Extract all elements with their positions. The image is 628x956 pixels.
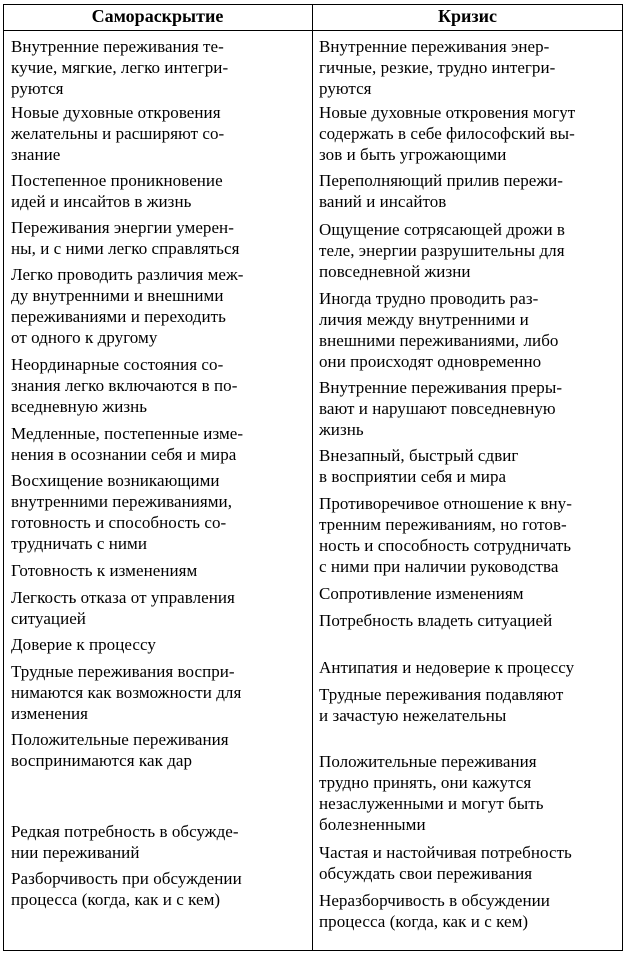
- left-cell-3: Постепенное проникновение идей и инсайтов в жизнь: [11, 171, 223, 211]
- right-cell-14: Частая и настойчивая потребность обсуждать свои переживания: [319, 843, 572, 883]
- right-cell-13: Положительные переживания трудно принять, они кажутся незаслуженными и могут быть болезненными: [319, 752, 544, 834]
- header-crisis: Кризис: [437, 6, 498, 26]
- table-bottom-border: [3, 950, 623, 951]
- left-cell-11: Доверие к процессу: [11, 635, 156, 654]
- left-cell-6: Неординарные состояния со- знания легко включаются в по- вседневную жизнь: [11, 355, 238, 416]
- right-cell-12: Трудные переживания подавляют и зачастую нежелательны: [319, 685, 564, 725]
- header-divider: [3, 30, 623, 31]
- header-self-disclosure: Самораскрытие: [91, 6, 224, 26]
- left-cell-5: Легко проводить различия меж- ду внутренними и внешними переживаниями и переходить от одного к другому: [11, 265, 244, 347]
- right-cell-1: Внутренние переживания энер- гичные, резкие, трудно интегри- руются: [319, 37, 556, 98]
- right-cell-11: Антипатия и недоверие к процессу: [319, 658, 575, 677]
- left-cell-10: Легкость отказа от управления ситуацией: [11, 588, 235, 628]
- left-cell-14: Редкая потребность в обсужде- нии переживаний: [11, 822, 239, 862]
- right-cell-5: Иногда трудно проводить раз- личия между внутренними и внешними переживаниями, либо они происходят одновременно: [319, 289, 559, 371]
- left-cell-2: Новые духовные откровения желательны и расширяют со- знание: [11, 103, 225, 164]
- right-cell-2: Новые духовные откровения могут содержать в себе философский вы- зов и быть угрожающими: [319, 103, 576, 164]
- left-cell-4: Переживания энергии умерен- ны, и с ними легко справляться: [11, 218, 240, 258]
- left-cell-7: Медленные, постепенные изме- нения в осознании себя и мира: [11, 424, 244, 464]
- table-top-border: [3, 4, 623, 5]
- left-cell-15: Разборчивость при обсуждении процесса (когда, как и с кем): [11, 869, 242, 909]
- right-cell-8: Противоречивое отношение к вну- тренним переживаниям, но готов- ность и способность сотрудничать с ними при наличии руководства: [319, 494, 572, 576]
- column-divider: [312, 4, 313, 951]
- right-cell-7: Внезапный, быстрый сдвиг в восприятии себя и мира: [319, 446, 519, 486]
- right-cell-10: Потребность владеть ситуацией: [319, 611, 553, 630]
- table-right-border: [622, 4, 623, 951]
- left-cell-1: Внутренние переживания те- кучие, мягкие, легко интегри- руются: [11, 37, 229, 98]
- right-cell-6: Внутренние переживания преры- вают и нарушают повседневную жизнь: [319, 378, 563, 439]
- right-cell-4: Ощущение сотрясающей дрожи в теле, энергии разрушительны для повседневной жизни: [319, 220, 565, 281]
- left-cell-12: Трудные переживания воспри- нимаются как возможности для изменения: [11, 662, 242, 723]
- table-left-border: [3, 4, 4, 951]
- comparison-table: [3, 4, 623, 951]
- right-cell-15: Неразборчивость в обсуждении процесса (когда, как и с кем): [319, 891, 550, 931]
- right-cell-9: Сопротивление изменениям: [319, 584, 524, 603]
- left-cell-8: Восхищение возникающими внутренними переживаниями, готовность и способность со- трудничать с ними: [11, 471, 233, 553]
- right-cell-3: Переполняющий прилив пережи- ваний и инсайтов: [319, 171, 564, 211]
- left-cell-9: Готовность к изменениям: [11, 561, 198, 580]
- left-cell-13: Положительные переживания воспринимаются как дар: [11, 730, 229, 770]
